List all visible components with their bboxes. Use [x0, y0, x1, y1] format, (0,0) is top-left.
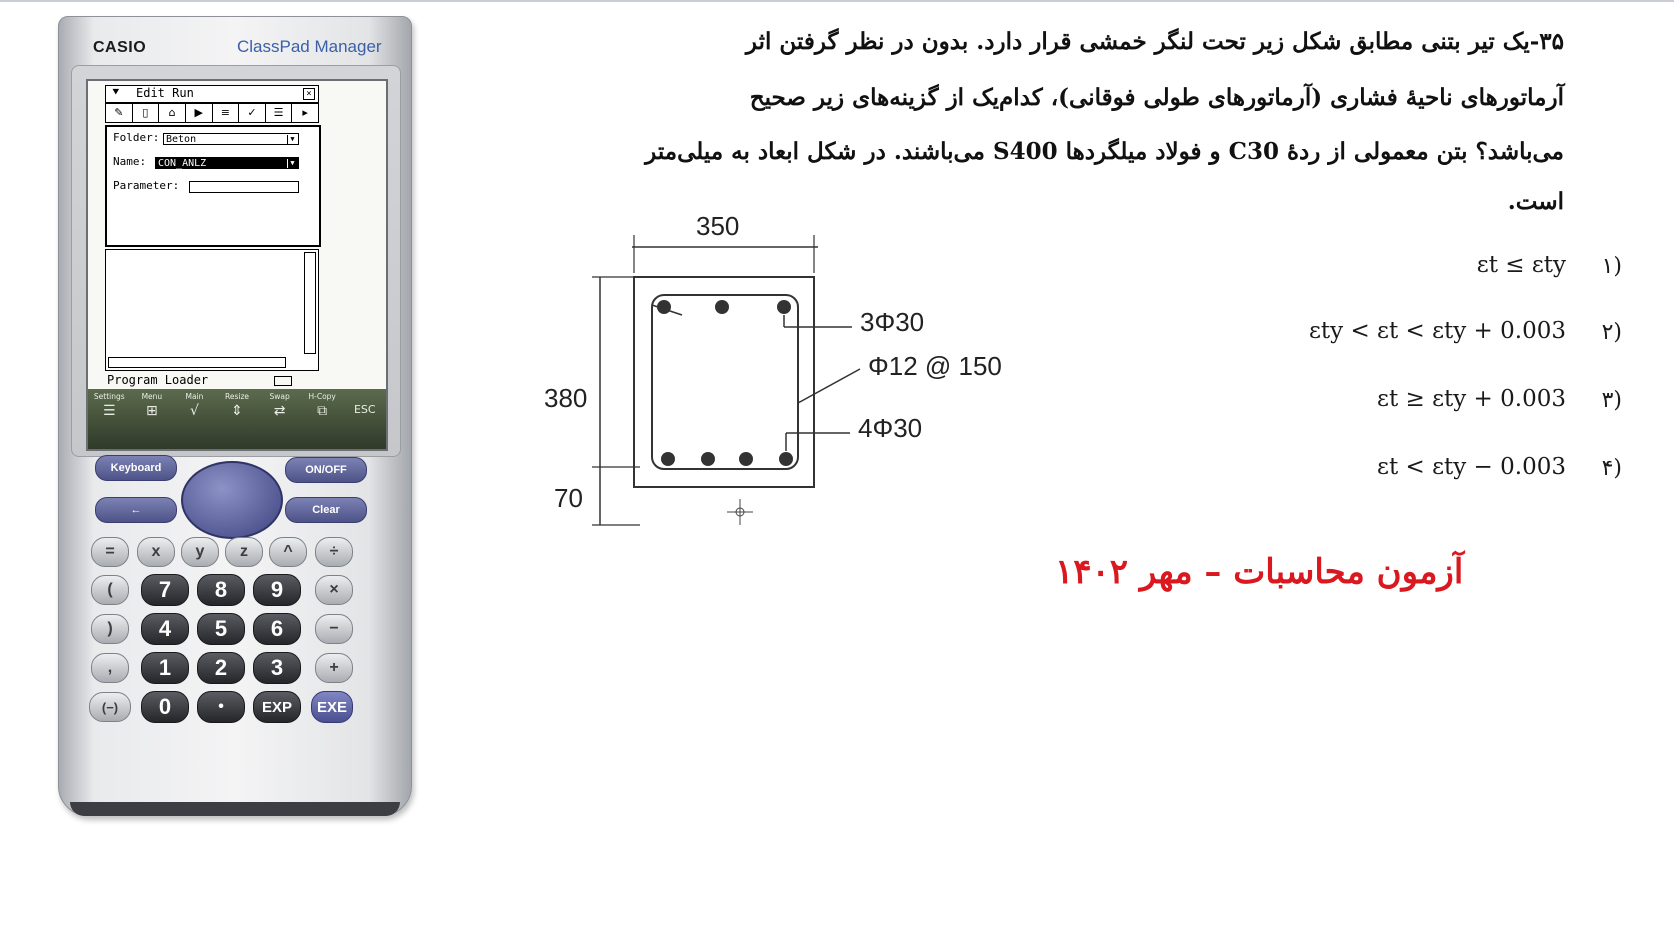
key-minus[interactable]: − — [315, 614, 353, 644]
resize-icon[interactable]: Resize ⇕ — [225, 392, 250, 419]
menu-text[interactable]: Edit Run — [136, 86, 194, 100]
key-exp[interactable]: EXP — [253, 691, 301, 723]
on-off-button[interactable]: ON/OFF — [285, 457, 367, 483]
casio-logo: CASIO — [93, 39, 147, 56]
folder-value: Beton — [166, 134, 197, 145]
top-bar — [777, 300, 791, 314]
key-close-paren[interactable]: ) — [91, 614, 129, 644]
back-button[interactable]: ← — [95, 497, 177, 523]
parameter-input[interactable] — [189, 181, 299, 193]
chevron-down-icon[interactable]: ⯆ — [111, 85, 121, 99]
calculator-screen — [86, 79, 388, 451]
keyboard-button[interactable]: Keyboard — [95, 455, 177, 481]
key-z[interactable]: z — [225, 537, 263, 567]
option-4[interactable]: εt < εty − 0.003 — [1377, 454, 1566, 480]
esc-icon[interactable]: ESC — [353, 403, 376, 416]
key-2[interactable]: 2 — [197, 652, 245, 684]
bottom-bar — [701, 452, 715, 466]
direction-pad[interactable] — [181, 461, 283, 539]
new-file-icon[interactable]: ▯ — [133, 104, 160, 122]
open-folder-icon[interactable]: ⌂ — [159, 104, 186, 122]
key-divide[interactable]: ÷ — [315, 537, 353, 567]
settings-icon[interactable]: Settings ☰ — [93, 392, 125, 419]
key-negative[interactable]: (−) — [89, 692, 131, 722]
vertical-scrollbar[interactable] — [304, 252, 316, 354]
icon-panel — [88, 389, 386, 449]
crosshair-cursor-icon — [727, 499, 753, 525]
list-icon[interactable]: ≡ — [213, 104, 240, 122]
screen-menu-bar[interactable] — [105, 85, 319, 103]
key-7[interactable]: 7 — [141, 574, 189, 606]
exam-label: آزمون محاسبات – مهر ۱۴۰۲ — [1055, 552, 1464, 592]
cover-label: 70 — [554, 483, 583, 513]
option-1-number: ۱) — [1601, 254, 1622, 279]
scroll-right-icon[interactable]: ▸ — [302, 106, 308, 119]
key-6[interactable]: 6 — [253, 613, 301, 645]
folder-label: Folder: — [113, 131, 160, 144]
option-3-number: ۳) — [1601, 388, 1622, 413]
main-icon[interactable]: Main √ — [185, 392, 204, 419]
option-2[interactable]: εty < εt < εty + 0.003 — [1309, 318, 1566, 344]
menu-list-icon[interactable]: ☰ — [266, 104, 293, 122]
hcopy-icon[interactable]: H-Copy ⧉ — [308, 392, 336, 419]
question-line-1: ۳۵-یک تیر بتنی مطابق شکل زیر تحت لنگر خمشی قرار دارد. بدون در نظر گرفتن اثر — [745, 28, 1564, 55]
key-8[interactable]: 8 — [197, 574, 245, 606]
classpad-manager-title: ClassPad Manager — [237, 37, 382, 56]
beam-section-diagram — [544, 211, 1090, 555]
question-line-2: آرماتورهای ناحیهٔ فشاری (آرماتورهای طولی فوقانی)، کدام‌یک از گزینه‌های زیر صحیح — [749, 84, 1564, 111]
menu-icon[interactable]: Menu ⊞ — [141, 392, 163, 419]
bottom-bar — [739, 452, 753, 466]
key-comma[interactable]: , — [91, 653, 129, 683]
screen-toolbar — [105, 103, 319, 123]
folder-select[interactable] — [163, 133, 299, 145]
height-label: 380 — [544, 383, 588, 413]
parameter-label: Parameter: — [113, 179, 180, 192]
stirrup — [652, 295, 798, 469]
key-power[interactable]: ^ — [269, 537, 307, 567]
key-3[interactable]: 3 — [253, 652, 301, 684]
classpad-calculator — [58, 16, 412, 816]
status-bar-text: Program Loader — [107, 373, 209, 387]
key-0[interactable]: 0 — [141, 691, 189, 723]
close-icon[interactable]: × — [303, 88, 315, 100]
bottom-bar — [779, 452, 793, 466]
name-value: CON_ANLZ — [158, 158, 207, 169]
option-4-number: ۴) — [1601, 456, 1622, 481]
stirrup-leader — [798, 369, 860, 403]
name-label: Name: — [113, 155, 147, 168]
chevron-down-icon[interactable]: ▼ — [287, 135, 297, 144]
stirrup-label: Φ12 @ 150 — [868, 351, 1002, 381]
top-bar — [657, 300, 671, 314]
chevron-down-icon[interactable]: ▼ — [287, 159, 297, 168]
battery-icon — [274, 376, 292, 386]
run-icon[interactable]: ▶ — [186, 104, 213, 122]
top-bar — [715, 300, 729, 314]
key-9[interactable]: 9 — [253, 574, 301, 606]
question-line-3: می‌باشد؟ بتن معمولی از ردهٔ C30 و فولاد میلگردها S400 می‌باشند. در شکل ابعاد به میلی‌متر — [645, 138, 1564, 165]
edit-icon[interactable]: ✎ — [106, 104, 133, 122]
key-x[interactable]: x — [137, 537, 175, 567]
key-4[interactable]: 4 — [141, 613, 189, 645]
name-select[interactable] — [155, 157, 299, 169]
bottom-bar — [661, 452, 675, 466]
top-bars-label: 3Φ30 — [860, 307, 925, 337]
program-form — [105, 125, 321, 247]
question-line-4: است. — [1507, 188, 1564, 215]
key-exe[interactable]: EXE — [311, 691, 353, 723]
check-icon[interactable]: ✓ — [239, 104, 266, 122]
output-area — [105, 249, 319, 371]
calculator-base — [70, 802, 400, 816]
clear-button[interactable]: Clear — [285, 497, 367, 523]
width-label: 350 — [696, 211, 740, 241]
option-2-number: ۲) — [1601, 320, 1622, 345]
option-1[interactable]: εt ≤ εty — [1476, 252, 1566, 278]
option-3[interactable]: εt ≥ εty + 0.003 — [1377, 386, 1566, 412]
swap-icon[interactable]: Swap ⇄ — [269, 392, 290, 419]
bottom-bars-label: 4Φ30 — [858, 413, 923, 443]
horizontal-scrollbar[interactable] — [108, 357, 286, 368]
key-1[interactable]: 1 — [141, 652, 189, 684]
key-5[interactable]: 5 — [197, 613, 245, 645]
top-border — [0, 0, 1674, 2]
key-plus[interactable]: + — [315, 653, 353, 683]
key-multiply[interactable]: × — [315, 575, 353, 605]
key-equals[interactable]: = — [91, 537, 129, 567]
key-y[interactable]: y — [181, 537, 219, 567]
key-open-paren[interactable]: ( — [91, 575, 129, 605]
key-decimal[interactable]: • — [197, 691, 245, 723]
